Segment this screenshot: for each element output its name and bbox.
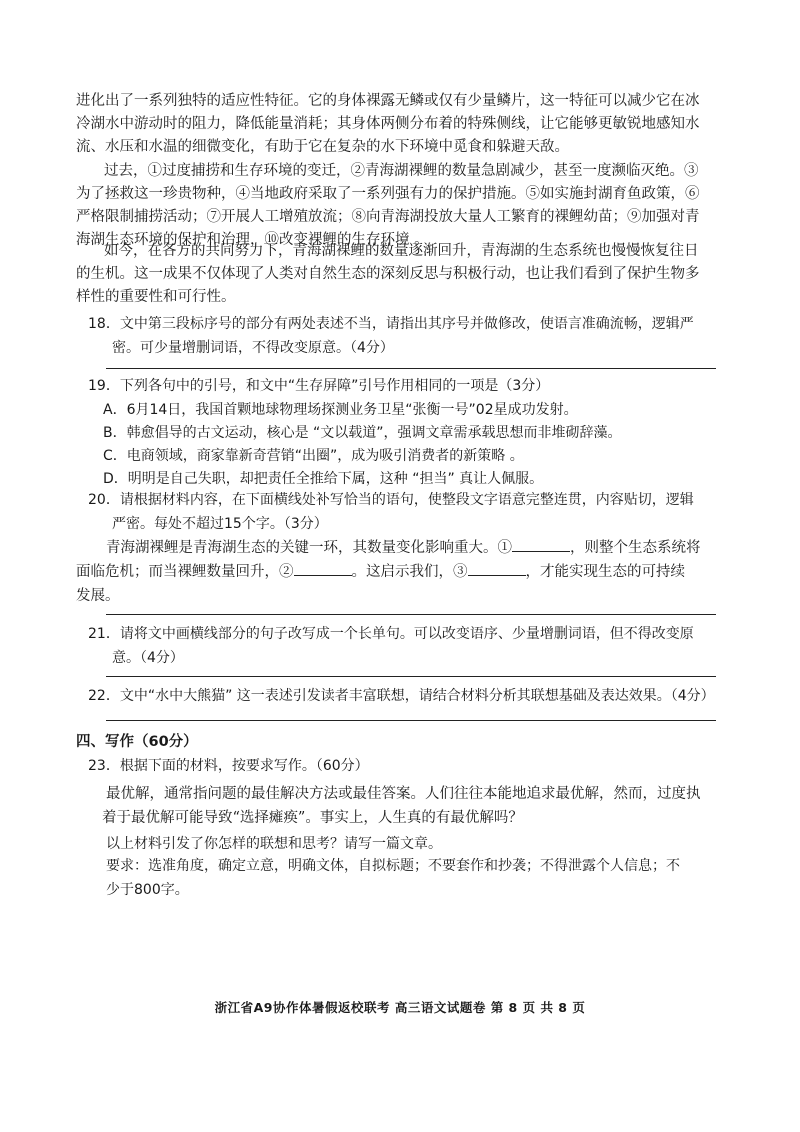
- question-23-stem: 23．根据下面的材料，按要求写作。（60分）: [88, 758, 369, 774]
- material-text: ，则整个生态系统将: [570, 540, 701, 556]
- text-line: 冷湖水中游动时的阻力，降低能量消耗；其身体两侧分布着的特殊侧线，让它能够更敏锐地感知水: [76, 116, 700, 132]
- answer-line-21[interactable]: [106, 676, 716, 677]
- material-text: 青海湖裸鲤是青海湖生态的关键一环，其数量变化影响重大。①: [106, 540, 512, 556]
- option-d[interactable]: D．明明是自己失职，却把责任全推给下属，这种 “担当” 真让人佩服。: [103, 471, 544, 487]
- section-heading: 四、写作（60分）: [76, 734, 198, 750]
- option-b[interactable]: B．韩愈倡导的古文运动，核心是 “文以载道”，强调文章需承载思想而非堆砌辞藻。: [103, 425, 622, 441]
- question-22: 22．文中“水中大熊猫” 这一表述引发读者丰富联想，请结合材料分析其联想基础及表达效果。（4分）: [88, 688, 715, 704]
- answer-line-20[interactable]: [106, 614, 716, 615]
- text-line: 如今，在各方的共同努力下，青海湖裸鲤的数量逐渐回升，青海湖的生态系统也慢慢恢复往日: [104, 243, 699, 259]
- answer-line-22[interactable]: [106, 720, 716, 721]
- material-text: 发展。: [76, 588, 120, 604]
- option-c[interactable]: C．电商领域，商家靠新奇营销“出圈”，成为吸引消费者的新策略 。: [103, 448, 524, 464]
- text-line: 为了拯救这一珍贵物种，④当地政府采取了一系列强有力的保护措施。⑤如实施封湖育鱼政策，⑥: [76, 186, 700, 202]
- blank-3[interactable]: [468, 561, 526, 576]
- text-line: 过去，①过度捕捞和生存环境的变迁，②青海湖裸鲤的数量急剧减少，甚至一度濒临灭绝。③: [104, 163, 699, 179]
- text-line: 样性的重要性和可行性。: [76, 289, 236, 305]
- option-a[interactable]: A．6月14日，我国首颗地球物理场探测业务卫星“张衡一号”02星成功发射。: [103, 402, 578, 418]
- text-line: 进化出了一系列独特的适应性特征。它的身体裸露无鳞或仅有少量鳞片，这一特征可以减少它在冰: [76, 93, 700, 109]
- page-footer: 浙江省A9协作体暑假返校联考 高三语文试题卷 第 8 页 共 8 页: [214, 1000, 586, 1015]
- question-23-requirements: 要求：选准角度，确定立意，明确文体，自拟标题；不要套作和抄袭；不得泄露个人信息；不 少于800字。: [106, 858, 680, 898]
- material-text: ，才能实现生态的可持续: [525, 564, 685, 580]
- question-line: 18．文中第三段标序号的部分有两处表述不当，请指出其序号并做修改，使语言准确流畅，逻辑严: [88, 316, 694, 332]
- blank-1[interactable]: [512, 537, 570, 552]
- question-line: 密。可少量增删词语，不得改变原意。（4分）: [112, 340, 394, 356]
- question-23-material: 最优解，通常指问题的最佳解决方法或最佳答案。人们往往本能地追求最优解，然而，过度执 着于最优解可能导致“选择瘫痪”。事实上，人生真的有最优解吗？: [102, 786, 701, 826]
- text-line: 的生机。这一成果不仅体现了人类对自然生态的深刻反思与积极行动，也让我们看到了保护生物多: [76, 266, 700, 282]
- question-19-stem: 19．下列各句中的引号，和文中“生存屏障”引号作用相同的一项是（3分）: [88, 378, 550, 394]
- passage-paragraph-1: [76, 90, 716, 159]
- text-line: 海湖生态环境的保护和治理，⑩改变裸鲤的生存环境 。: [76, 232, 429, 248]
- question-23-prompt: 以上材料引发了你怎样的联想和思考？请写一篇文章。: [106, 836, 442, 852]
- question-20-material: [76, 536, 716, 608]
- question-20-stem: 20．请根据材料内容，在下面横线处补写恰当的语句，使整段文字语意完整连贯，内容贴切，逻辑 严密。每处不超过15个字。（3分）: [88, 492, 694, 532]
- text-line: 流、水压和水温的细微变化，有助于它在复杂的水下环境中觅食和躲避天敌。: [76, 139, 569, 155]
- question-21: 21．请将文中画横线部分的句子改写成一个长单句。可以改变语序、少量增删词语，但不得改变原 意。（4分）: [88, 626, 694, 666]
- blank-2[interactable]: [294, 561, 352, 576]
- passage-paragraph-3: [76, 240, 716, 309]
- passage-paragraph-2: [76, 160, 716, 252]
- text-line: 严格限制捕捞活动；⑦开展人工增殖放流；⑧向青海湖投放大量人工繁育的裸鲤幼苗；⑨加强对青: [76, 209, 700, 225]
- answer-line-18[interactable]: [106, 368, 716, 369]
- material-text: 。这启示我们，③: [351, 564, 468, 580]
- material-text: 面临危机；而当裸鲤数量回升，②: [76, 564, 294, 580]
- question-18: [88, 312, 708, 360]
